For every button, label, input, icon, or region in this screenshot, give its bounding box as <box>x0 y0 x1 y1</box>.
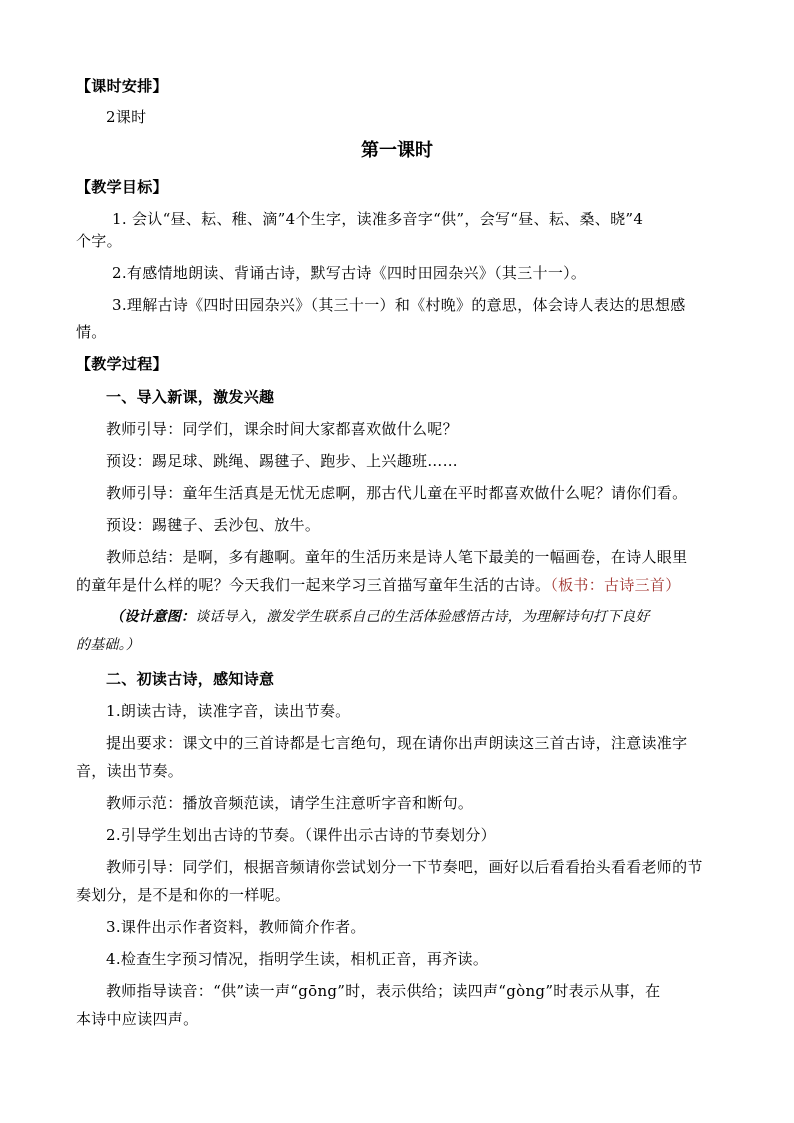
paragraph-preset-2: 预设：踢毽子、丢沙包、放牛。 <box>106 516 321 534</box>
goal-2: 2.有感情地朗读、背诵古诗，默写古诗《四时田园杂兴》（其三十一）。 <box>112 264 587 282</box>
requirement-line-1: 提出要求：课文中的三首诗都是七言绝句，现在请你出声朗读这三首古诗，注意读准字 <box>106 734 688 752</box>
summary-text: 的童年是什么样的呢？今天我们一起来学习三首描写童年生活的古诗。 <box>76 576 551 594</box>
paragraph-teacher-guide-2: 教师引导：童年生活真是无忧无虑啊，那古代儿童在平时都喜欢做什么呢？请你们看。 <box>106 484 688 502</box>
design-intent-line-1 <box>110 603 752 632</box>
goal-1-line-1: 1. 会认“昼、耘、稚、滴”4个生字，读准多音字“供”，会写“昼、耘、桑、晓”4 <box>112 210 644 228</box>
section-1-title: 一、导入新课，激发兴趣 <box>106 388 275 406</box>
goal-3-line-2: 情。 <box>76 323 107 341</box>
requirement-line-2: 音，读出节奏。 <box>76 762 184 780</box>
schedule-heading: 【课时安排】 <box>76 77 168 95</box>
pronunciation-guide-line-1: 教师指导读音：“供”读一声“gōng”时，表示供给；读四声“gòng”时表示从事，在 <box>106 982 661 1000</box>
lesson-title: 第一课时 <box>361 140 433 161</box>
teacher-guide-3-line-2: 奏划分，是不是和你的一样呢。 <box>76 886 291 904</box>
step-4: 4.检查生字预习情况，指明学生读，相机正音，再齐读。 <box>106 950 489 968</box>
step-1: 1.朗读古诗，读准字音，读出节奏。 <box>106 702 351 720</box>
paragraph-summary-line-1: 教师总结：是啊，多有趣啊。童年的生活历来是诗人笔下最美的一幅画卷，在诗人眼里 <box>106 548 688 566</box>
schedule-value: 2课时 <box>106 108 147 126</box>
board-note: （板书：古诗三首） <box>550 576 681 594</box>
goals-heading: 【教学目标】 <box>76 178 168 196</box>
teacher-guide-3-line-1: 教师引导：同学们，根据音频请你尝试划分一下节奏吧，画好以后看看抬头看看老师的节 <box>106 858 703 876</box>
design-intent-text: 谈话导入，激发学生联系自己的生活体验感悟古诗，为理解诗句打下良好 <box>195 609 650 625</box>
goal-3-line-1: 3.理解古诗《四时田园杂兴》（其三十一）和《村晚》的意思，体会诗人表达的思想感 <box>112 296 686 314</box>
design-intent-label: （设计意图： <box>110 609 196 625</box>
step-2: 2.引导学生划出古诗的节奏。（课件出示古诗的节奏划分） <box>106 826 496 844</box>
step-3: 3.课件出示作者资料，教师简介作者。 <box>106 918 366 936</box>
paragraph-summary-line-2 <box>76 571 718 600</box>
goal-1-line-2: 个字。 <box>76 232 122 250</box>
pronunciation-guide-line-2: 本诗中应读四声。 <box>76 1010 199 1028</box>
process-heading: 【教学过程】 <box>76 355 168 373</box>
paragraph-preset-1: 预设：踢足球、跳绳、踢毽子、跑步、上兴趣班…… <box>106 452 458 470</box>
section-2-title: 二、初读古诗，感知诗意 <box>106 670 275 688</box>
design-intent-line-2: 的基础。） <box>76 637 140 653</box>
paragraph-teacher-guide-1: 教师引导：同学们，课余时间大家都喜欢做什么呢？ <box>106 420 458 438</box>
teacher-demo: 教师示范：播放音频范读，请学生注意听字音和断句。 <box>106 794 474 812</box>
